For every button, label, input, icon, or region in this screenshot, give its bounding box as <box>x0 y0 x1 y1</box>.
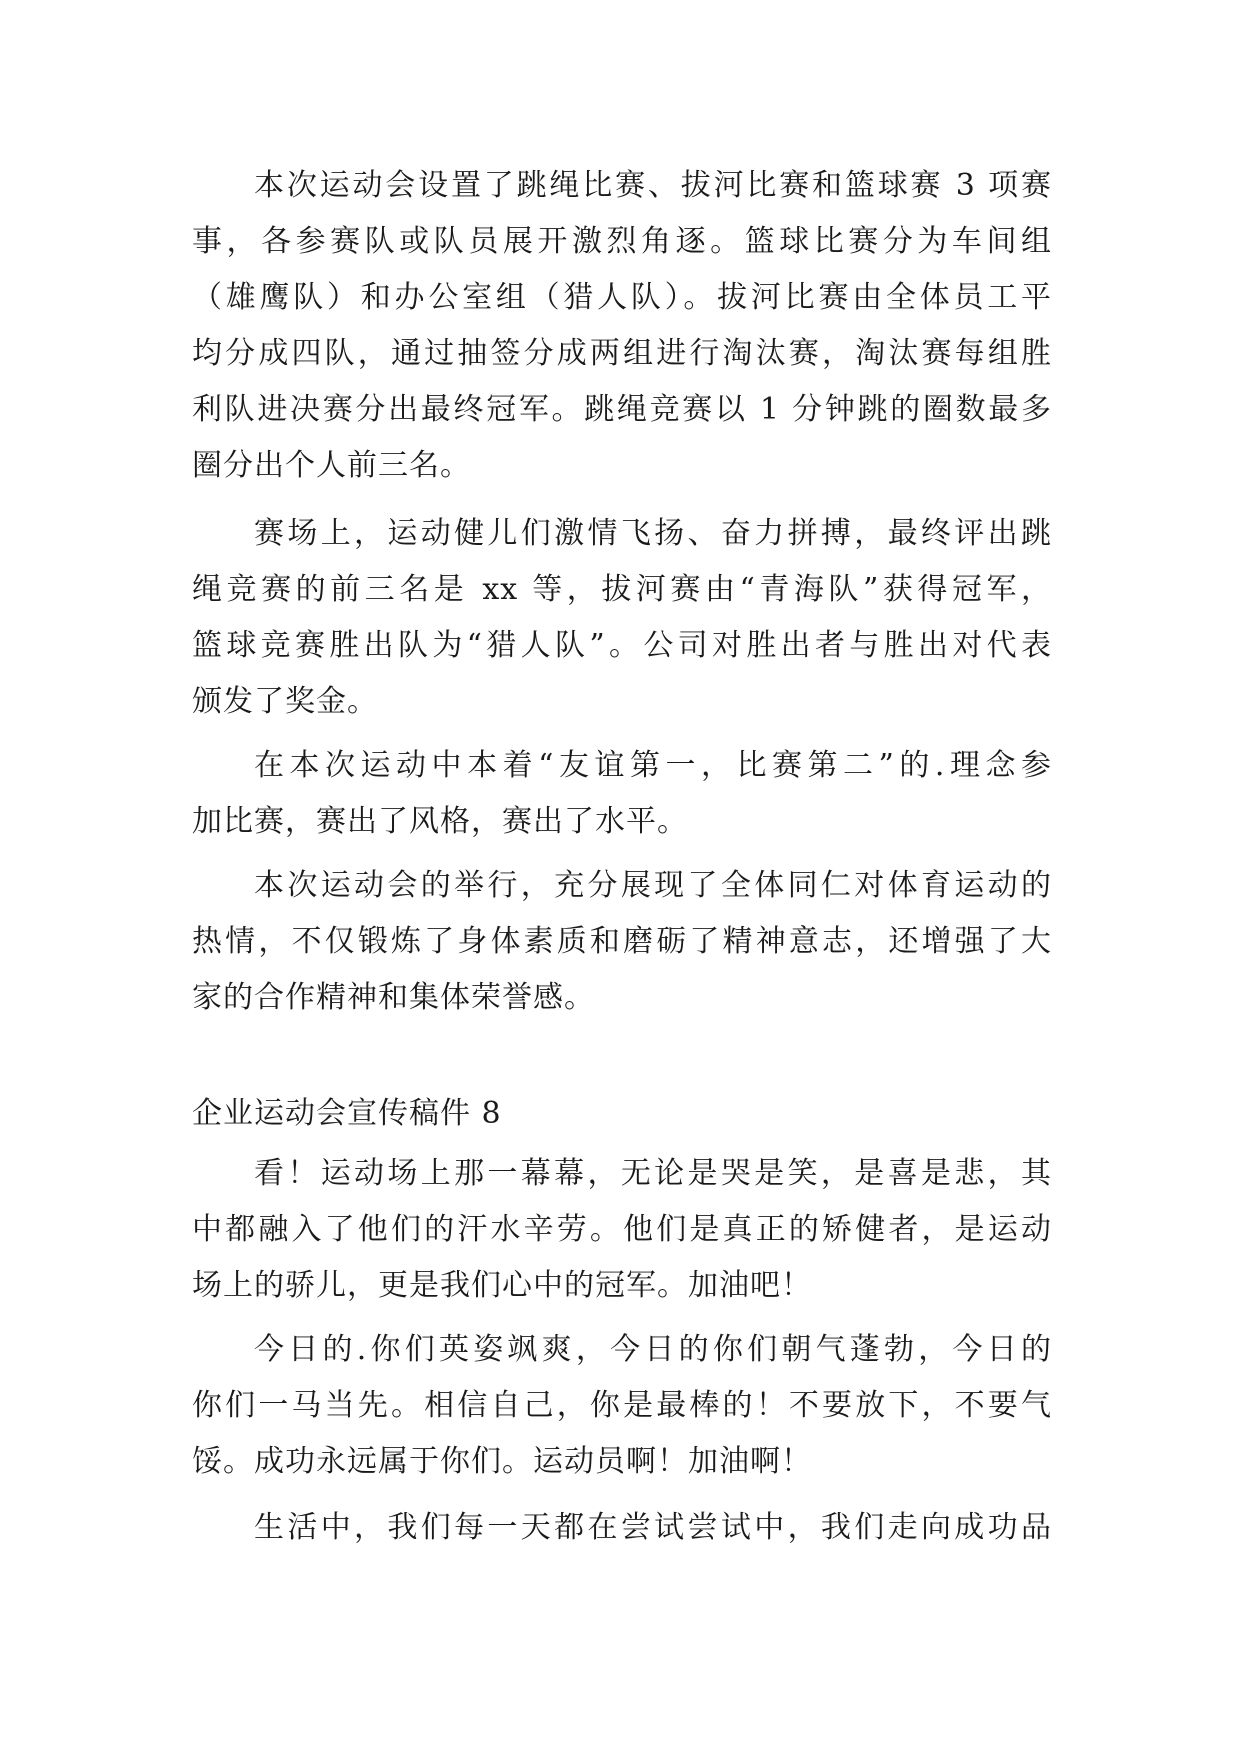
paragraph-7-line-1: 生活中，我们每一天都在尝试尝试中，我们走向成功品 <box>254 1510 1052 1545</box>
section-heading: 企业运动会宣传稿件 8 <box>192 1096 502 1131</box>
paragraph-4-line-3: 家的合作精神和集体荣誉感。 <box>192 980 595 1015</box>
paragraph-4-line-1: 本次运动会的举行，充分展现了全体同仁对体育运动的 <box>254 868 1052 903</box>
paragraph-6-line-2: 你们一马当先。相信自己，你是最棒的！不要放下，不要气 <box>192 1388 1052 1423</box>
paragraph-1-line-4: 均分成四队，通过抽签分成两组进行淘汰赛，淘汰赛每组胜 <box>192 336 1052 371</box>
paragraph-1-line-3: （雄鹰队）和办公室组（猎人队）。拔河比赛由全体员工平 <box>192 280 1052 315</box>
paragraph-4-line-2: 热情，不仅锻炼了身体素质和磨砺了精神意志，还增强了大 <box>192 924 1052 959</box>
paragraph-2-line-2: 绳竞赛的前三名是 xx 等，拔河赛由“青海队”获得冠军， <box>192 572 1052 607</box>
paragraph-2-line-3: 篮球竞赛胜出队为“猎人队”。公司对胜出者与胜出对代表 <box>192 628 1052 663</box>
paragraph-1-line-1: 本次运动会设置了跳绳比赛、拔河比赛和篮球赛 3 项赛 <box>254 168 1052 203</box>
paragraph-3-line-2: 加比赛，赛出了风格，赛出了水平。 <box>192 804 688 839</box>
paragraph-6-line-3: 馁。成功永远属于你们。运动员啊！加油啊！ <box>192 1444 812 1479</box>
paragraph-2-line-4: 颁发了奖金。 <box>192 684 378 719</box>
paragraph-5-line-2: 中都融入了他们的汗水辛劳。他们是真正的矫健者，是运动 <box>192 1212 1052 1247</box>
paragraph-3-line-1: 在本次运动中本着“友谊第一，比赛第二”的.理念参 <box>254 748 1052 783</box>
paragraph-2-line-1: 赛场上，运动健儿们激情飞扬、奋力拼搏，最终评出跳 <box>254 516 1052 551</box>
paragraph-1-line-6: 圈分出个人前三名。 <box>192 448 471 483</box>
paragraph-1-line-5: 利队进决赛分出最终冠军。跳绳竞赛以 1 分钟跳的圈数最多 <box>192 392 1052 427</box>
paragraph-6-line-1: 今日的.你们英姿飒爽，今日的你们朝气蓬勃，今日的 <box>254 1332 1052 1367</box>
paragraph-5-line-1: 看！运动场上那一幕幕，无论是哭是笑，是喜是悲，其 <box>254 1156 1052 1191</box>
paragraph-5-line-3: 场上的骄儿，更是我们心中的冠军。加油吧！ <box>192 1268 812 1303</box>
paragraph-1-line-2: 事，各参赛队或队员展开激烈角逐。篮球比赛分为车间组 <box>192 224 1052 259</box>
